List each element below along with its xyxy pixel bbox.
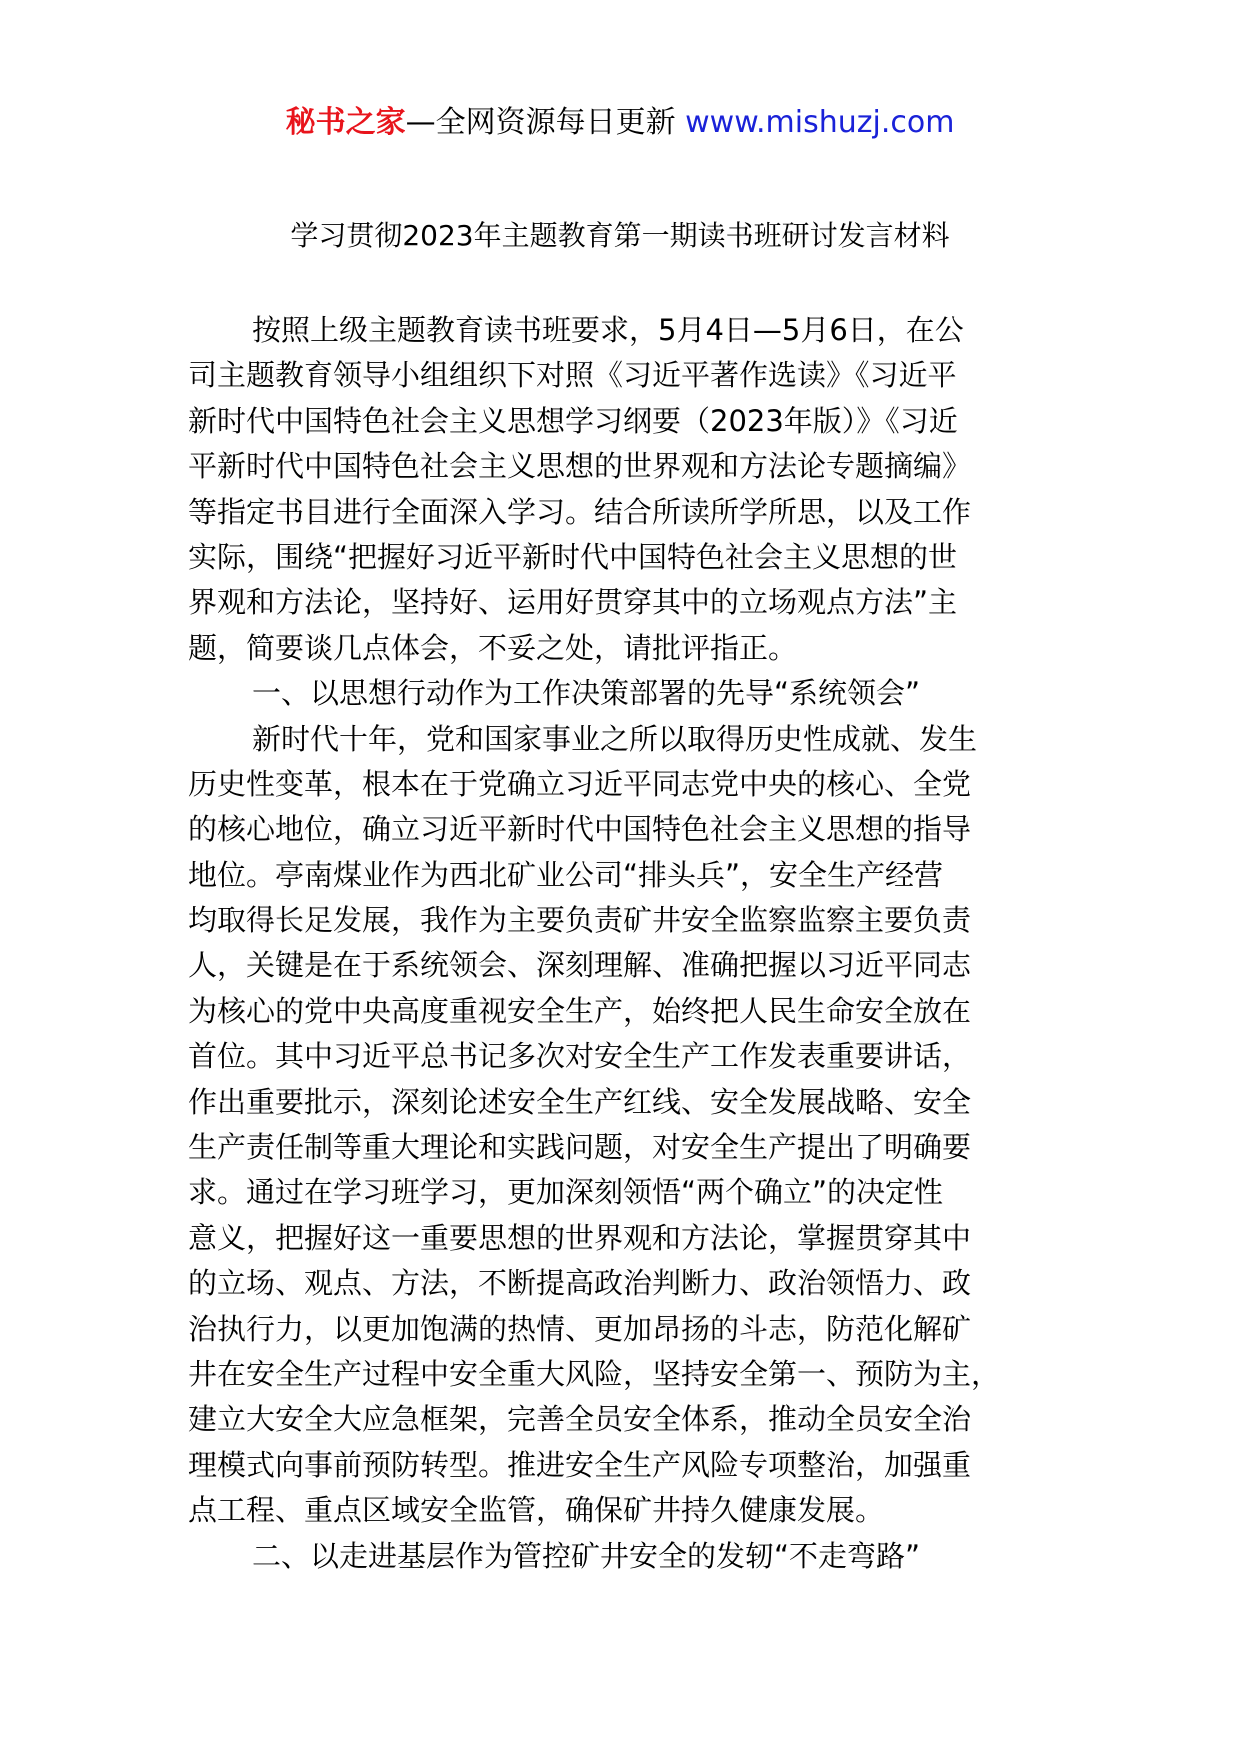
body-line: 题，简要谈几点体会，不妥之处，请批评指正。	[188, 630, 798, 665]
body-line: 井在安全生产过程中安全重大风险，坚持安全第一、预防为主，	[188, 1356, 1001, 1391]
body-line: 新时代中国特色社会主义思想学习纲要（2023年版）》《习近	[188, 403, 958, 438]
body-line: 人，关键是在于系统领会、深刻理解、准确把握以习近平同志	[188, 948, 972, 983]
body-line: 司主题教育领导小组组织下对照《习近平著作选读》《习近平	[188, 358, 957, 393]
body-line: 生产责任制等重大理论和实践问题，对安全生产提出了明确要	[188, 1130, 972, 1165]
site-header	[0, 103, 1240, 143]
body-line: 平新时代中国特色社会主义思想的世界观和方法论专题摘编》	[188, 449, 972, 484]
body-line: 新时代十年，党和国家事业之所以取得历史性成就、发生	[252, 721, 978, 756]
body-line: 作出重要批示，深刻论述安全生产红线、安全发展战略、安全	[188, 1084, 972, 1119]
header-tagline: —全网资源每日更新	[405, 105, 676, 140]
body-line: 为核心的党中央高度重视安全生产，始终把人民生命安全放在	[188, 993, 972, 1028]
body-line: 地位。亭南煤业作为西北矿业公司“排头兵”，安全生产经营	[188, 857, 944, 892]
body-line: 界观和方法论，坚持好、运用好贯穿其中的立场观点方法”主	[188, 585, 958, 620]
body-line: 求。通过在学习班学习，更加深刻领悟“两个确立”的决定性	[188, 1175, 944, 1210]
body-line: 二、以走进基层作为管控矿井安全的发轫“不走弯路”	[252, 1538, 921, 1573]
document-body	[188, 308, 1052, 1579]
body-line: 点工程、重点区域安全监管，确保矿井持久健康发展。	[188, 1493, 885, 1528]
body-line: 一、以思想行动作为工作决策部署的先导“系统领会”	[252, 676, 921, 711]
body-line: 首位。其中习近平总书记多次对安全生产工作发表重要讲话，	[188, 1039, 972, 1074]
body-line: 按照上级主题教育读书班要求，5月4日—5月6日，在公	[252, 313, 964, 347]
body-line: 的核心地位，确立习近平新时代中国特色社会主义思想的指导	[188, 812, 972, 847]
body-line: 实际，围绕“把握好习近平新时代中国特色社会主义思想的世	[188, 539, 958, 574]
body-line: 的立场、观点、方法，不断提高政治判断力、政治领悟力、政	[188, 1266, 972, 1301]
brand-name: 秘书之家	[285, 105, 406, 140]
body-line: 意义，把握好这一重要思想的世界观和方法论，掌握贯穿其中	[188, 1220, 972, 1255]
body-line: 治执行力，以更加饱满的热情、更加昂扬的斗志，防范化解矿	[188, 1311, 972, 1346]
body-line: 历史性变革，根本在于党确立习近平同志党中央的核心、全党	[188, 766, 972, 801]
body-line: 理模式向事前预防转型。推进安全生产风险专项整治，加强重	[188, 1447, 972, 1482]
body-line: 均取得长足发展，我作为主要负责矿井安全监察监察主要负责	[188, 903, 972, 938]
body-line: 等指定书目进行全面深入学习。结合所读所学所思，以及工作	[188, 494, 972, 529]
site-url-link[interactable]: www.mishuzj.com	[685, 105, 955, 140]
document-title: 学习贯彻2023年主题教育第一期读书班研讨发言材料	[290, 219, 950, 252]
body-line: 建立大安全大应急框架，完善全员安全体系，推动全员安全治	[188, 1402, 972, 1437]
